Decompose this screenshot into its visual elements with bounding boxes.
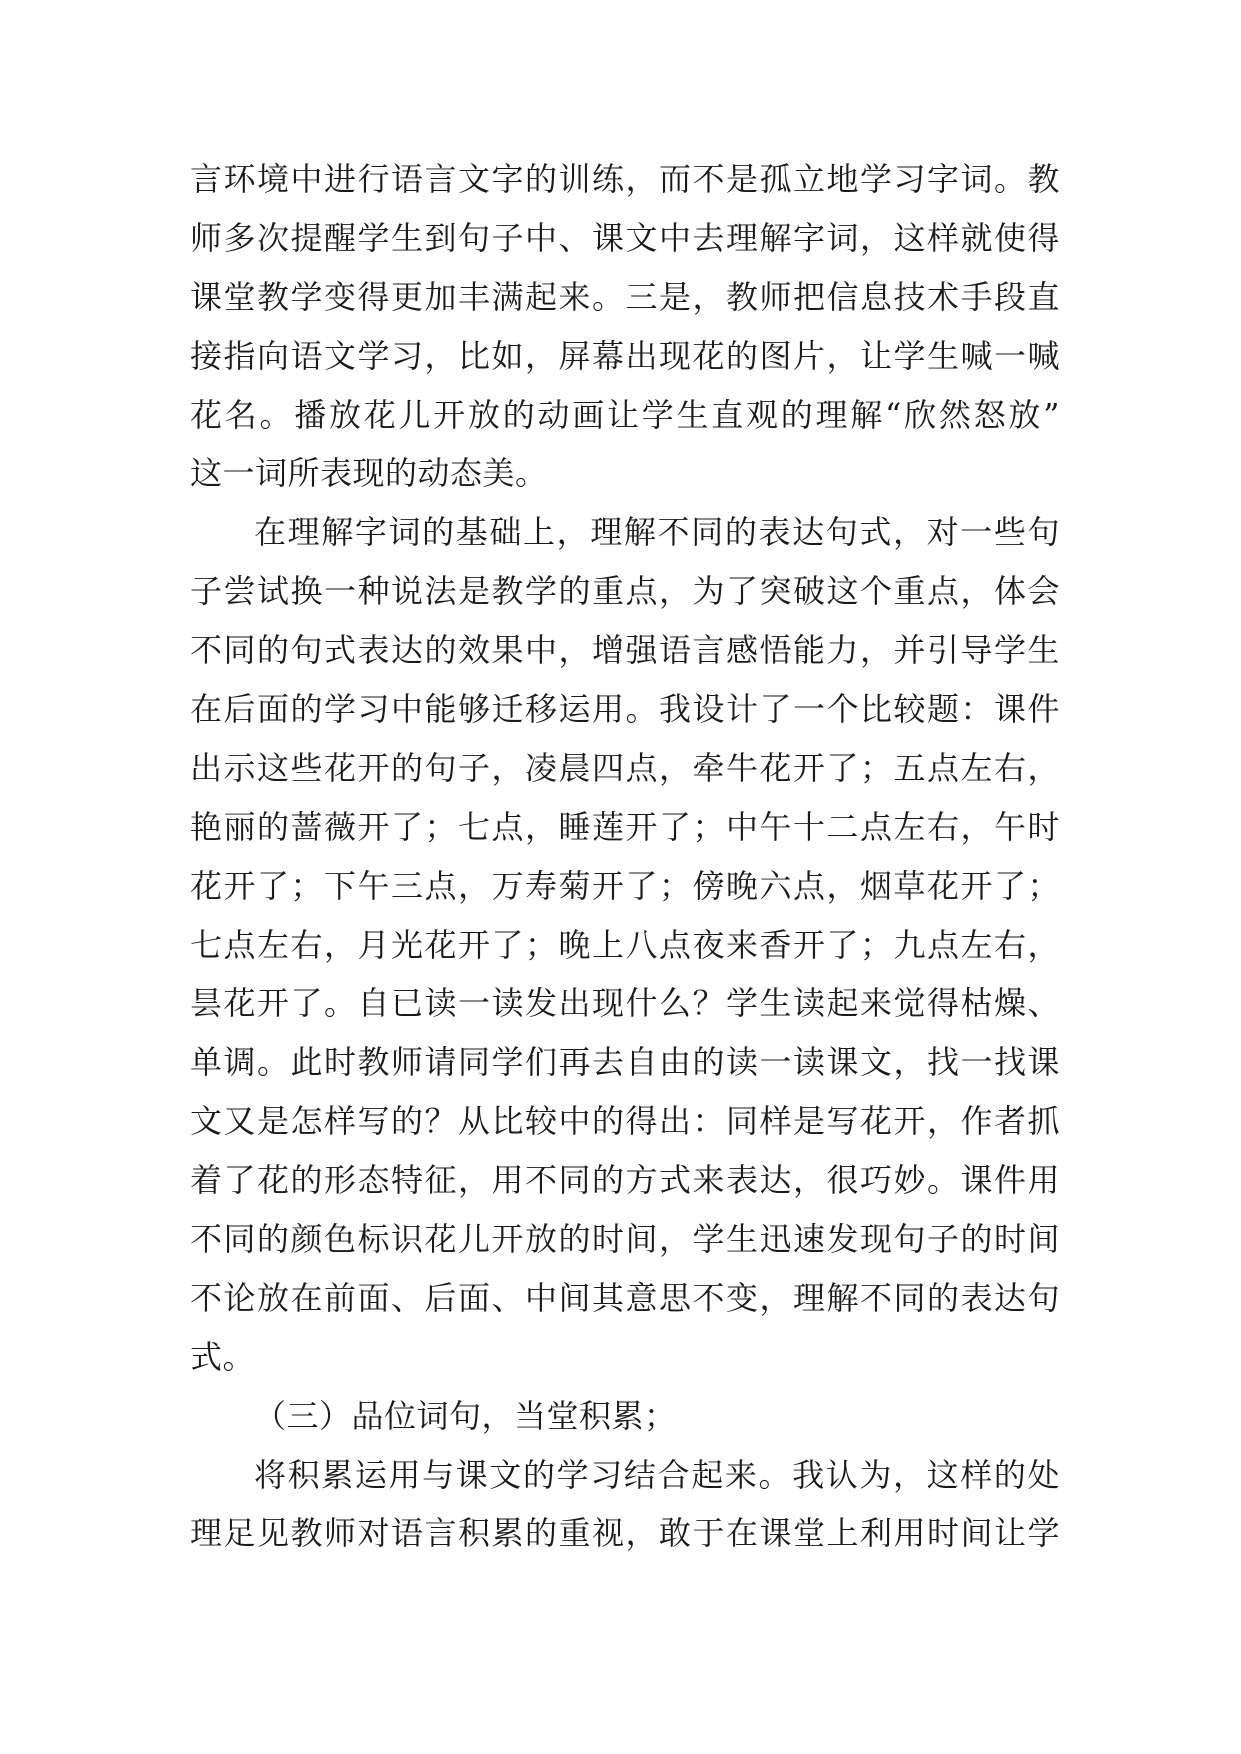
text-line: 课堂教学变得更加丰满起来。三是，教师把信息技术手段直	[190, 277, 1060, 316]
text-line: 式。	[190, 1337, 256, 1376]
text-line: 在后面的学习中能够迁移运用。我设计了一个比较题：课件	[190, 690, 1060, 729]
section-heading: （三）品位词句，当堂积累；	[254, 1396, 677, 1435]
paragraph-start-line: 将积累运用与课文的学习结合起来。我认为，这样的处	[254, 1455, 1060, 1494]
text-line: 理足见教师对语言积累的重视，敢于在课堂上利用时间让学	[190, 1514, 1060, 1553]
text-line: 不同的句式表达的效果中，增强语言感悟能力，并引导学生	[190, 631, 1060, 670]
text-line: 单调。此时教师请同学们再去自由的读一读课文，找一找课	[190, 1043, 1060, 1082]
body-text	[190, 150, 1060, 1563]
text-line: 花名。播放花儿开放的动画让学生直观的理解“欣然怒放”	[190, 395, 1060, 434]
text-line: 接指向语文学习，比如，屏幕出现花的图片，让学生喊一喊	[190, 336, 1060, 375]
text-line: 着了花的形态特征，用不同的方式来表达，很巧妙。课件用	[190, 1161, 1060, 1200]
text-line: 不论放在前面、后面、中间其意思不变，理解不同的表达句	[190, 1278, 1060, 1317]
text-line: 昙花开了。自已读一读发出现什么？学生读起来觉得枯燥、	[190, 984, 1060, 1023]
text-line: 出示这些花开的句子，凌晨四点，牵牛花开了；五点左右，	[190, 748, 1060, 787]
paragraph-start-line: 在理解字词的基础上，理解不同的表达句式，对一些句	[254, 513, 1060, 552]
text-line: 言环境中进行语言文字的训练，而不是孤立地学习字词。教	[190, 160, 1060, 198]
text-line: 不同的颜色标识花儿开放的时间，学生迅速发现句子的时间	[190, 1220, 1060, 1259]
text-line: 这一词所表现的动态美。	[190, 454, 548, 493]
text-line: 七点左右，月光花开了；晚上八点夜来香开了；九点左右，	[190, 925, 1060, 964]
text-line: 文又是怎样写的？从比较中的得出：同样是写花开，作者抓	[190, 1102, 1060, 1141]
text-line: 艳丽的蔷薇开了；七点，睡莲开了；中午十二点左右，午时	[190, 807, 1060, 846]
text-line: 子尝试换一种说法是教学的重点，为了突破这个重点，体会	[190, 572, 1060, 611]
text-line: 花开了；下午三点，万寿菊开了；傍晚六点，烟草花开了；	[190, 866, 1060, 905]
text-line: 师多次提醒学生到句子中、课文中去理解字词，这样就使得	[190, 218, 1060, 257]
